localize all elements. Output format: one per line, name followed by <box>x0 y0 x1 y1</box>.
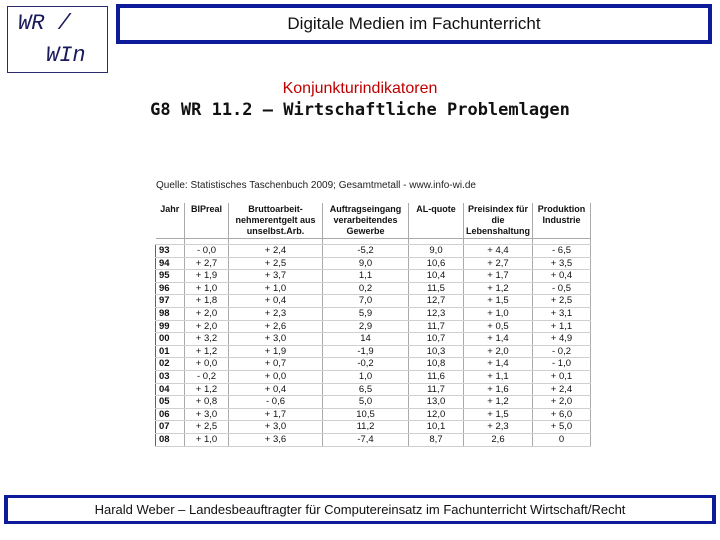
value-cell: 5,0 <box>323 396 409 409</box>
table-row <box>156 307 591 320</box>
table-row <box>156 333 591 346</box>
year-cell: 98 <box>156 307 185 320</box>
value-cell: + 1,4 <box>464 358 533 371</box>
table-row <box>156 370 591 383</box>
value-cell: -5,2 <box>323 245 409 258</box>
value-cell: 11,2 <box>323 421 409 434</box>
column-header: AL-quote <box>409 203 464 239</box>
column-header: Jahr <box>156 203 185 239</box>
value-cell: + 3,6 <box>229 433 323 446</box>
value-cell: + 3,2 <box>185 333 229 346</box>
footer-text: Harald Weber – Landesbeauftragter für Computereinsatz im Fachunterricht Wirtschaft/Recht <box>8 498 712 521</box>
value-cell: 12,0 <box>409 408 464 421</box>
table-source: Quelle: Statistisches Taschenbuch 2009; Gesamtmetall - www.info-wi.de <box>156 180 476 191</box>
value-cell: + 2,4 <box>533 383 591 396</box>
value-cell: + 2,3 <box>229 307 323 320</box>
value-cell: 10,4 <box>409 270 464 283</box>
year-cell: 02 <box>156 358 185 371</box>
value-cell: + 2,6 <box>229 320 323 333</box>
value-cell: + 3,0 <box>185 408 229 421</box>
value-cell: 9,0 <box>409 245 464 258</box>
value-cell: 10,5 <box>323 408 409 421</box>
column-header: Bruttoarbeit-nehmerentgelt aus unselbst.Arb. <box>229 203 323 239</box>
year-cell: 96 <box>156 282 185 295</box>
value-cell: - 0,5 <box>533 282 591 295</box>
value-cell: + 6,0 <box>533 408 591 421</box>
value-cell: - 0,2 <box>185 370 229 383</box>
value-cell: + 1,6 <box>464 383 533 396</box>
table-row <box>156 408 591 421</box>
value-cell: + 1,0 <box>229 282 323 295</box>
table-row <box>156 282 591 295</box>
year-cell: 01 <box>156 345 185 358</box>
value-cell: + 1,9 <box>229 345 323 358</box>
value-cell: 11,5 <box>409 282 464 295</box>
value-cell: + 0,1 <box>533 370 591 383</box>
logo <box>7 6 108 73</box>
value-cell: 10,6 <box>409 257 464 270</box>
value-cell: -7,4 <box>323 433 409 446</box>
subtitle-course: G8 WR 11.2 – Wirtschaftliche Problemlagen <box>150 100 570 120</box>
value-cell: + 5,0 <box>533 421 591 434</box>
header-bar <box>116 4 712 44</box>
value-cell: 1,1 <box>323 270 409 283</box>
value-cell: + 3,0 <box>229 333 323 346</box>
year-cell: 06 <box>156 408 185 421</box>
table-row <box>156 396 591 409</box>
value-cell: + 2,4 <box>229 245 323 258</box>
value-cell: + 0,5 <box>464 320 533 333</box>
value-cell: + 2,5 <box>533 295 591 308</box>
value-cell: 8,7 <box>409 433 464 446</box>
table-row <box>156 345 591 358</box>
year-cell: 03 <box>156 370 185 383</box>
value-cell: + 4,9 <box>533 333 591 346</box>
year-cell: 04 <box>156 383 185 396</box>
value-cell: + 0,4 <box>229 383 323 396</box>
value-cell: + 1,2 <box>464 282 533 295</box>
value-cell: + 2,5 <box>229 257 323 270</box>
table-row <box>156 257 591 270</box>
value-cell: - 0,6 <box>229 396 323 409</box>
column-header: Preisindex für die Lebenshaltung <box>464 203 533 239</box>
table-row <box>156 421 591 434</box>
table-row <box>156 245 591 258</box>
value-cell: - 0,0 <box>185 245 229 258</box>
value-cell: 2,6 <box>464 433 533 446</box>
value-cell: + 0,4 <box>229 295 323 308</box>
value-cell: + 1,7 <box>229 408 323 421</box>
value-cell: 0,2 <box>323 282 409 295</box>
value-cell: 12,7 <box>409 295 464 308</box>
table-row <box>156 320 591 333</box>
value-cell: + 3,7 <box>229 270 323 283</box>
value-cell: 11,7 <box>409 320 464 333</box>
value-cell: 14 <box>323 333 409 346</box>
value-cell: + 1,2 <box>185 383 229 396</box>
value-cell: + 1,9 <box>185 270 229 283</box>
value-cell: -0,2 <box>323 358 409 371</box>
value-cell: + 2,0 <box>185 320 229 333</box>
value-cell: 12,3 <box>409 307 464 320</box>
value-cell: + 1,0 <box>185 282 229 295</box>
footer-bar <box>4 495 716 524</box>
value-cell: + 2,3 <box>464 421 533 434</box>
value-cell: -1,9 <box>323 345 409 358</box>
subtitle-topic: Konjunkturindikatoren <box>282 80 438 97</box>
value-cell: + 3,0 <box>229 421 323 434</box>
table-row <box>156 358 591 371</box>
value-cell: + 2,7 <box>185 257 229 270</box>
value-cell: + 1,8 <box>185 295 229 308</box>
value-cell: + 1,5 <box>464 295 533 308</box>
value-cell: 10,1 <box>409 421 464 434</box>
year-cell: 93 <box>156 245 185 258</box>
value-cell: 0 <box>533 433 591 446</box>
year-cell: 07 <box>156 421 185 434</box>
table-header-row <box>156 203 591 239</box>
indicator-table <box>155 203 591 447</box>
value-cell: + 1,2 <box>464 396 533 409</box>
column-header: Auftragseingang verarbeitendes Gewerbe <box>323 203 409 239</box>
value-cell: 7,0 <box>323 295 409 308</box>
value-cell: + 1,0 <box>185 433 229 446</box>
table-row <box>156 383 591 396</box>
value-cell: + 1,0 <box>464 307 533 320</box>
year-cell: 94 <box>156 257 185 270</box>
value-cell: + 0,0 <box>185 358 229 371</box>
value-cell: + 3,1 <box>533 307 591 320</box>
value-cell: 1,0 <box>323 370 409 383</box>
value-cell: + 1,7 <box>464 270 533 283</box>
value-cell: 10,8 <box>409 358 464 371</box>
page-title: Digitale Medien im Fachunterricht <box>120 8 708 40</box>
value-cell: 9,0 <box>323 257 409 270</box>
year-cell: 97 <box>156 295 185 308</box>
value-cell: + 1,1 <box>533 320 591 333</box>
year-cell: 99 <box>156 320 185 333</box>
value-cell: + 1,5 <box>464 408 533 421</box>
column-header: Produktion Industrie <box>533 203 591 239</box>
value-cell: + 0,8 <box>185 396 229 409</box>
value-cell: + 2,0 <box>464 345 533 358</box>
value-cell: 5,9 <box>323 307 409 320</box>
value-cell: + 3,5 <box>533 257 591 270</box>
value-cell: + 2,7 <box>464 257 533 270</box>
column-header: BIPreal <box>185 203 229 239</box>
value-cell: 10,7 <box>409 333 464 346</box>
logo-line1: WR / <box>18 11 71 36</box>
value-cell: 10,3 <box>409 345 464 358</box>
table-row <box>156 270 591 283</box>
value-cell: + 1,2 <box>185 345 229 358</box>
value-cell: 11,6 <box>409 370 464 383</box>
value-cell: 11,7 <box>409 383 464 396</box>
value-cell: + 1,1 <box>464 370 533 383</box>
value-cell: + 2,0 <box>533 396 591 409</box>
value-cell: - 6,5 <box>533 245 591 258</box>
value-cell: + 1,4 <box>464 333 533 346</box>
logo-line2: WIn <box>46 43 86 68</box>
value-cell: 6,5 <box>323 383 409 396</box>
value-cell: + 2,5 <box>185 421 229 434</box>
value-cell: + 0,0 <box>229 370 323 383</box>
value-cell: 2,9 <box>323 320 409 333</box>
table-row <box>156 295 591 308</box>
year-cell: 00 <box>156 333 185 346</box>
value-cell: 13,0 <box>409 396 464 409</box>
value-cell: - 1,0 <box>533 358 591 371</box>
value-cell: + 2,0 <box>185 307 229 320</box>
year-cell: 95 <box>156 270 185 283</box>
value-cell: + 4,4 <box>464 245 533 258</box>
table-row <box>156 433 591 446</box>
year-cell: 05 <box>156 396 185 409</box>
year-cell: 08 <box>156 433 185 446</box>
value-cell: + 0,7 <box>229 358 323 371</box>
value-cell: - 0,2 <box>533 345 591 358</box>
value-cell: + 0,4 <box>533 270 591 283</box>
